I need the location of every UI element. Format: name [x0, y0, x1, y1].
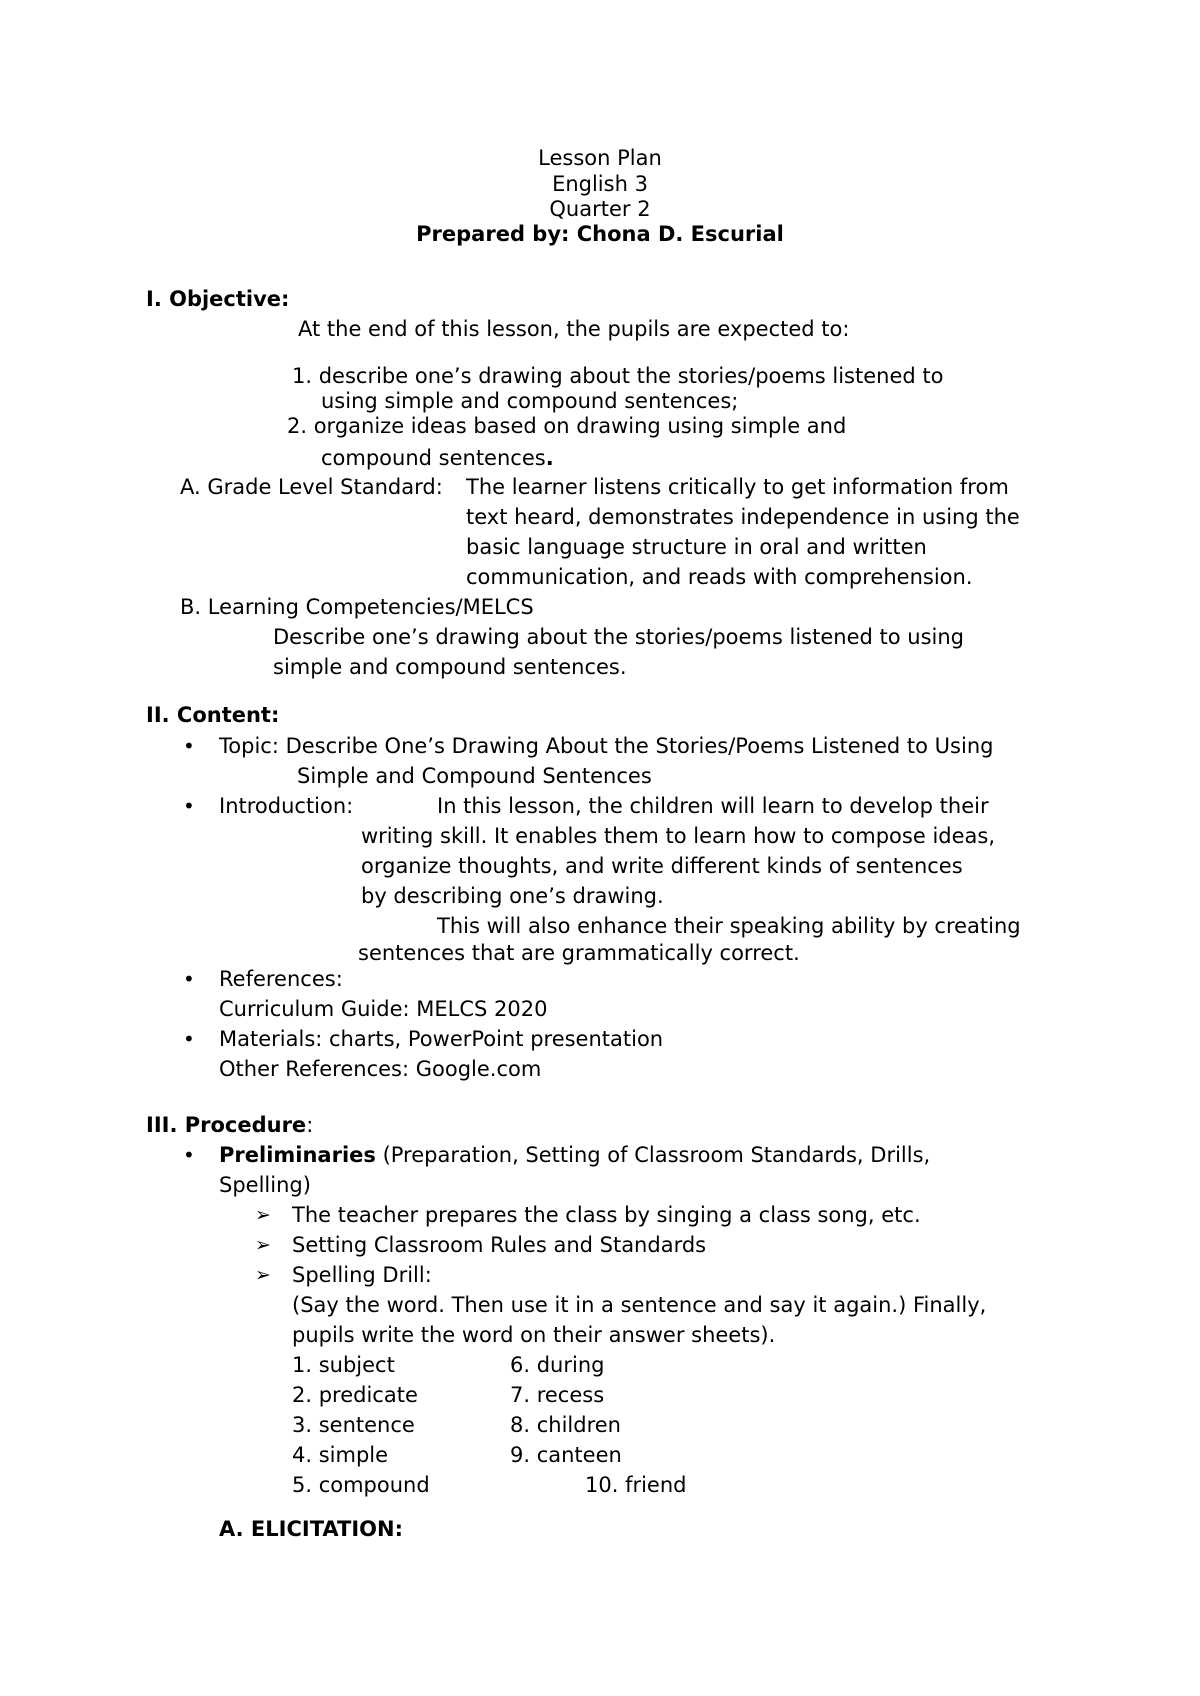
spelling-word: 5. compound — [292, 1473, 430, 1497]
objective-item-1: 1. describe one’s drawing about the stories/poems listened to — [292, 364, 944, 388]
doc-subject: English 3 — [552, 172, 648, 196]
objective-heading: I. Objective: — [146, 287, 290, 311]
objective-item-2-cont — [321, 448, 554, 469]
spelling-word: 3. sentence — [292, 1413, 415, 1437]
spelling-word: 2. predicate — [292, 1383, 418, 1407]
arrow-bullet-icon: ➢ — [255, 1264, 271, 1286]
spelling-word: 1. subject — [292, 1353, 395, 1377]
content-introduction-line: sentences that are grammatically correct. — [358, 941, 800, 965]
procedure-heading — [146, 1115, 313, 1136]
content-introduction-line: by describing one’s drawing. — [361, 884, 664, 908]
content-topic-cont: Simple and Compound Sentences — [297, 764, 652, 788]
content-references-value: Curriculum Guide: MELCS 2020 — [219, 997, 548, 1021]
content-materials: Materials: charts, PowerPoint presentation — [219, 1027, 664, 1051]
objective-item-2-period: . — [545, 446, 554, 470]
content-introduction-line: writing skill. It enables them to learn how to compose ideas, — [361, 824, 996, 848]
spelling-word: 4. simple — [292, 1443, 389, 1467]
preliminaries-detail: (Preparation, Setting of Classroom Standards, Drills, — [375, 1143, 931, 1167]
objective-intro: At the end of this lesson, the pupils are expected to: — [298, 317, 850, 341]
procedure-step: Spelling Drill: — [292, 1263, 432, 1287]
preliminaries-line — [219, 1145, 930, 1166]
spelling-word: 10. friend — [585, 1473, 687, 1497]
grade-level-standard-label: A. Grade Level Standard: — [180, 475, 443, 499]
learning-competencies-label: B. Learning Competencies/MELCS — [180, 595, 534, 619]
doc-title: Lesson Plan — [538, 146, 662, 170]
objective-item-2: 2. organize ideas based on drawing using simple and — [287, 414, 847, 438]
bullet-icon: • — [183, 1027, 195, 1051]
arrow-bullet-icon: ➢ — [255, 1204, 271, 1226]
objective-item-2-text: compound sentences — [321, 446, 546, 470]
doc-prepared-by: Prepared by: Chona D. Escurial — [416, 222, 784, 246]
procedure-heading-colon: : — [306, 1113, 314, 1137]
content-references-label: References: — [219, 967, 343, 991]
spelling-word: 9. canteen — [510, 1443, 622, 1467]
learning-competency-line: Describe one’s drawing about the stories/poems listened to using — [273, 625, 964, 649]
bullet-icon: • — [183, 794, 195, 818]
preliminaries-label: Preliminaries — [219, 1143, 376, 1167]
preliminaries-line-cont: Spelling) — [219, 1173, 311, 1197]
spelling-drill-instructions: (Say the word. Then use it in a sentence and say it again.) Finally, — [292, 1293, 987, 1317]
content-introduction-label: Introduction: — [219, 794, 354, 818]
grade-level-standard-line: communication, and reads with comprehension. — [466, 565, 973, 589]
spelling-word: 6. during — [510, 1353, 605, 1377]
procedure-step: Setting Classroom Rules and Standards — [292, 1233, 707, 1257]
content-heading: II. Content: — [146, 703, 280, 727]
arrow-bullet-icon: ➢ — [255, 1234, 271, 1256]
grade-level-standard-line: text heard, demonstrates independence in using the — [466, 505, 1020, 529]
content-introduction-line: In this lesson, the children will learn to develop their — [437, 794, 989, 818]
elicitation-heading: A. ELICITATION: — [219, 1517, 403, 1541]
content-introduction-line: This will also enhance their speaking ability by creating — [437, 914, 1021, 938]
spelling-drill-instructions-cont: pupils write the word on their answer sheets). — [292, 1323, 776, 1347]
content-introduction-line: organize thoughts, and write different kinds of sentences — [361, 854, 963, 878]
content-topic: Topic: Describe One’s Drawing About the Stories/Poems Listened to Using — [219, 734, 994, 758]
spelling-word: 8. children — [510, 1413, 621, 1437]
doc-quarter: Quarter 2 — [549, 197, 651, 221]
objective-item-1-cont: using simple and compound sentences; — [321, 389, 739, 413]
learning-competency-line: simple and compound sentences. — [273, 655, 627, 679]
procedure-heading-text: III. Procedure — [146, 1113, 307, 1137]
grade-level-standard-line: basic language structure in oral and written — [466, 535, 927, 559]
bullet-icon: • — [183, 1143, 195, 1167]
grade-level-standard-line: The learner listens critically to get information from — [466, 475, 1009, 499]
bullet-icon: • — [183, 734, 195, 758]
content-other-references: Other References: Google.com — [219, 1057, 542, 1081]
procedure-step: The teacher prepares the class by singing a class song, etc. — [292, 1203, 921, 1227]
bullet-icon: • — [183, 967, 195, 991]
spelling-word: 7. recess — [510, 1383, 605, 1407]
